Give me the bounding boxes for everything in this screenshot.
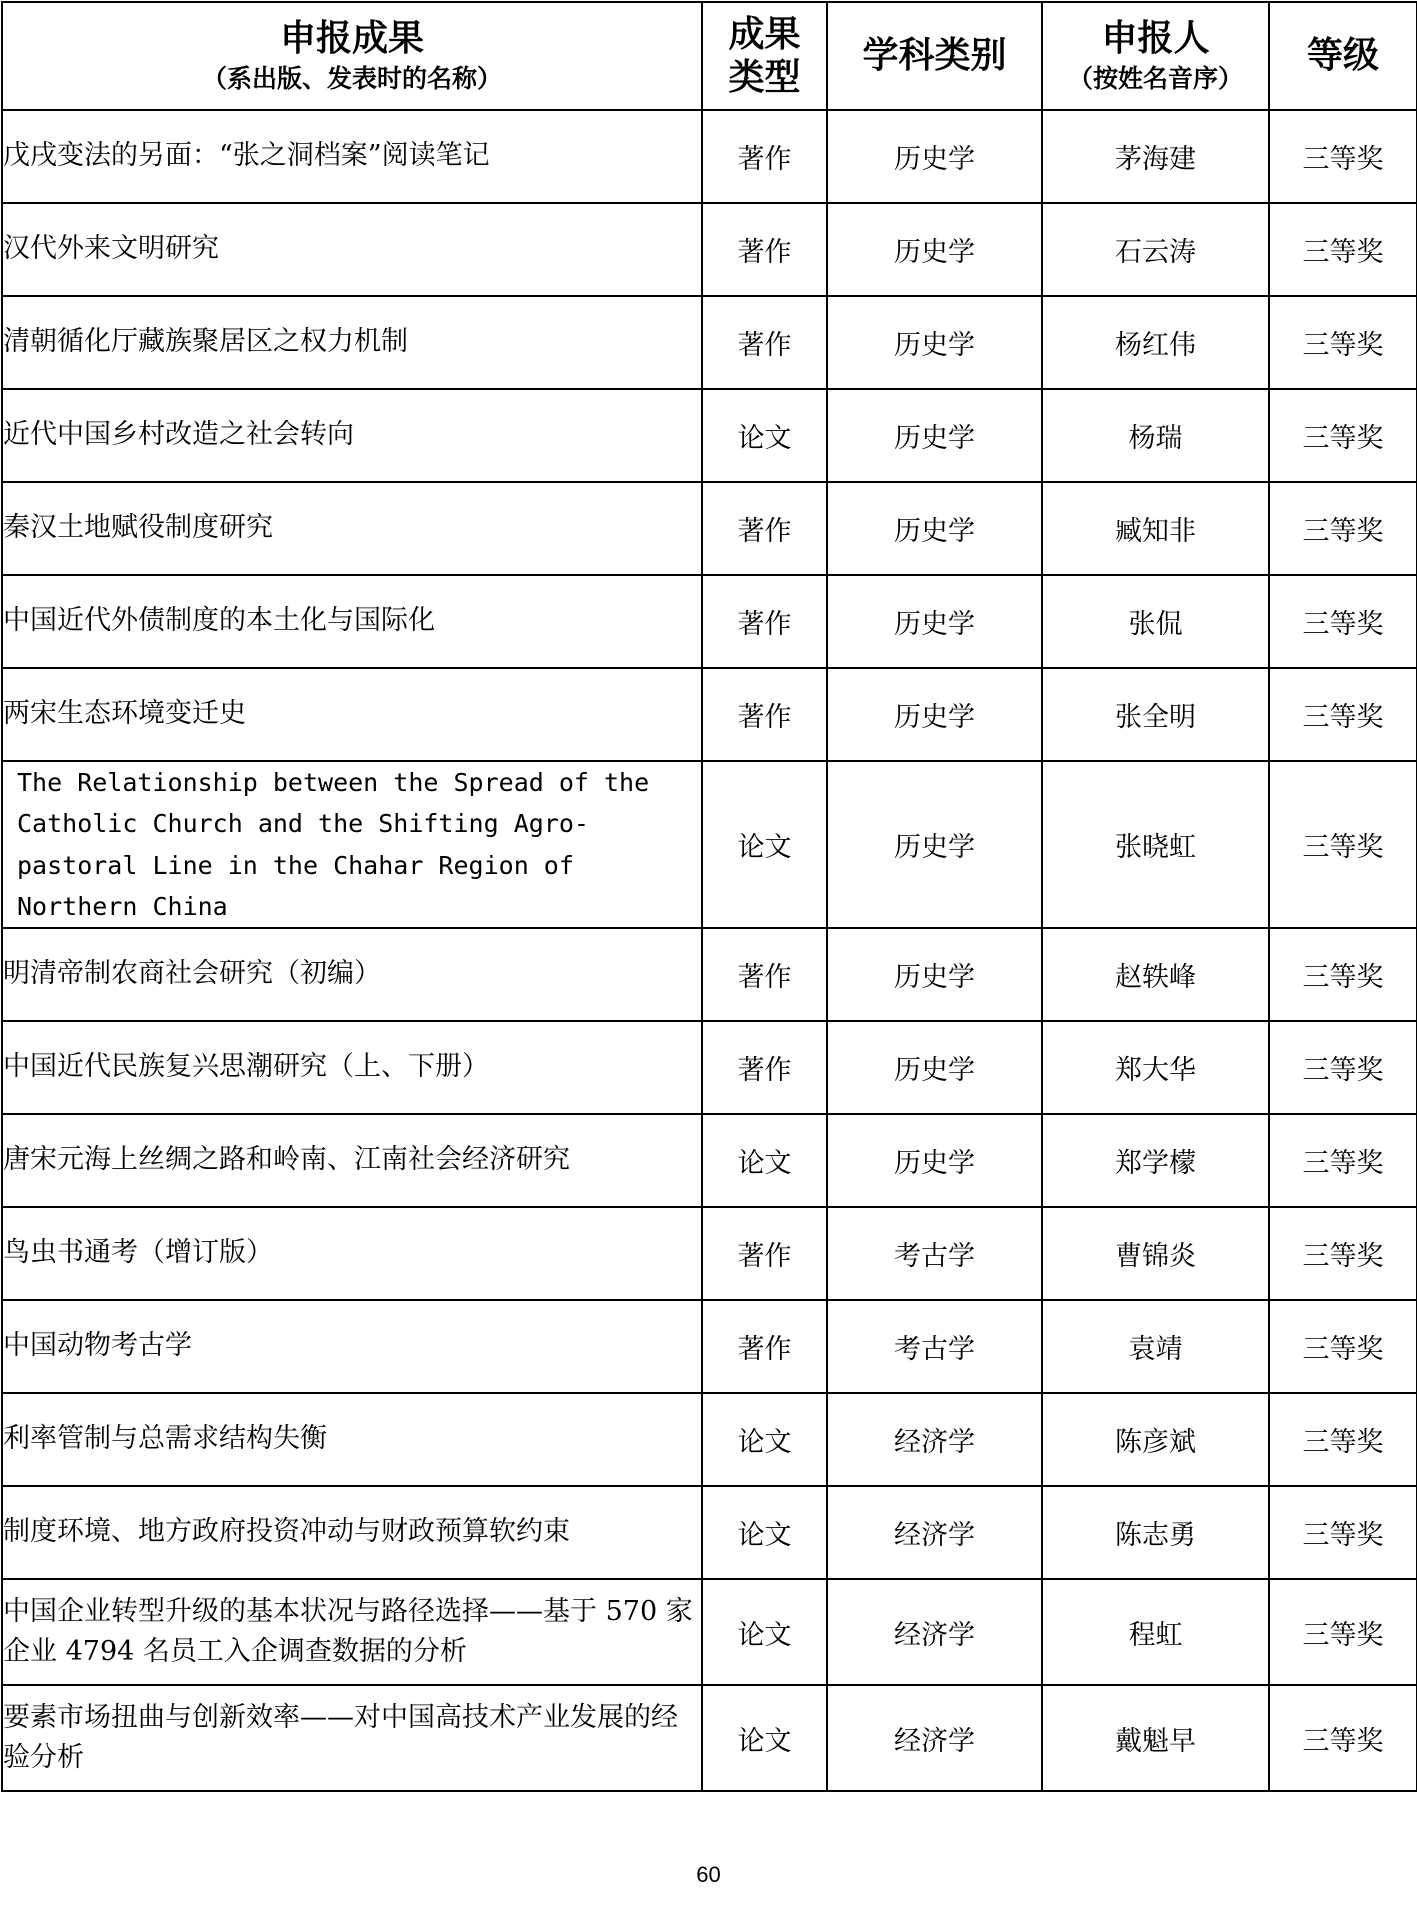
cell-title: 两宋生态环境变迁史 (2, 668, 702, 761)
cell-discipline: 历史学 (827, 1114, 1042, 1207)
cell-title: 明清帝制农商社会研究（初编） (2, 928, 702, 1021)
cell-title: 汉代外来文明研究 (2, 203, 702, 296)
table-row (2, 1114, 1417, 1207)
cell-grade: 三等奖 (1269, 1579, 1417, 1685)
table-row (2, 1207, 1417, 1300)
cell-discipline: 经济学 (827, 1685, 1042, 1791)
cell-discipline: 经济学 (827, 1486, 1042, 1579)
cell-discipline: 历史学 (827, 110, 1042, 203)
cell-type: 著作 (702, 1207, 827, 1300)
cell-applicant: 郑大华 (1042, 1021, 1269, 1114)
table-row (2, 1021, 1417, 1114)
cell-grade: 三等奖 (1269, 1486, 1417, 1579)
header-applicant (1042, 2, 1269, 110)
cell-grade: 三等奖 (1269, 1114, 1417, 1207)
cell-title: 中国近代民族复兴思潮研究（上、下册） (2, 1021, 702, 1114)
cell-title: 中国企业转型升级的基本状况与路径选择——基于 570 家企业 4794 名员工入企调查数据的分析 (2, 1579, 702, 1685)
header-type-line2: 类型 (728, 57, 801, 98)
header-discipline: 学科类别 (827, 2, 1042, 110)
cell-title: The Relationship between the Spread of the Catholic Church and the Shifting Agro-pastoral Line in the Chahar Region of Northern China (2, 761, 702, 928)
cell-title: 秦汉土地赋役制度研究 (2, 482, 702, 575)
table-row (2, 1393, 1417, 1486)
cell-title: 利率管制与总需求结构失衡 (2, 1393, 702, 1486)
cell-type: 著作 (702, 296, 827, 389)
cell-type: 著作 (702, 575, 827, 668)
cell-discipline: 历史学 (827, 296, 1042, 389)
cell-grade: 三等奖 (1269, 482, 1417, 575)
cell-discipline: 历史学 (827, 668, 1042, 761)
cell-applicant: 张全明 (1042, 668, 1269, 761)
cell-type: 著作 (702, 1021, 827, 1114)
cell-type: 论文 (702, 1486, 827, 1579)
cell-applicant: 曹锦炎 (1042, 1207, 1269, 1300)
cell-applicant: 臧知非 (1042, 482, 1269, 575)
table-row (2, 928, 1417, 1021)
cell-discipline: 历史学 (827, 928, 1042, 1021)
table-row (2, 110, 1417, 203)
cell-discipline: 考古学 (827, 1300, 1042, 1393)
page-number: 60 (696, 1862, 721, 1887)
cell-grade: 三等奖 (1269, 1207, 1417, 1300)
cell-applicant: 张侃 (1042, 575, 1269, 668)
header-title-main: 申报成果 (279, 17, 424, 59)
cell-grade: 三等奖 (1269, 928, 1417, 1021)
cell-applicant: 杨红伟 (1042, 296, 1269, 389)
table-row (2, 761, 1417, 928)
header-type-line1: 成果 (728, 13, 801, 55)
cell-grade: 三等奖 (1269, 110, 1417, 203)
cell-grade: 三等奖 (1269, 575, 1417, 668)
table-row (2, 1300, 1417, 1393)
cell-grade: 三等奖 (1269, 668, 1417, 761)
cell-discipline: 经济学 (827, 1579, 1042, 1685)
cell-applicant: 程虹 (1042, 1579, 1269, 1685)
cell-type: 论文 (702, 761, 827, 928)
cell-type: 著作 (702, 482, 827, 575)
cell-applicant: 袁靖 (1042, 1300, 1269, 1393)
awards-table (1, 1, 1417, 1792)
cell-grade: 三等奖 (1269, 389, 1417, 482)
table-row (2, 1685, 1417, 1791)
cell-type: 论文 (702, 389, 827, 482)
cell-discipline: 历史学 (827, 575, 1042, 668)
cell-title: 唐宋元海上丝绸之路和岭南、江南社会经济研究 (2, 1114, 702, 1207)
table-row (2, 296, 1417, 389)
table-row (2, 389, 1417, 482)
cell-type: 论文 (702, 1685, 827, 1791)
table-row (2, 575, 1417, 668)
cell-type: 著作 (702, 668, 827, 761)
cell-grade: 三等奖 (1269, 1021, 1417, 1114)
table-row (2, 1486, 1417, 1579)
cell-title: 中国动物考古学 (2, 1300, 702, 1393)
cell-title: 戊戌变法的另面：“张之洞档案”阅读笔记 (2, 110, 702, 203)
cell-discipline: 考古学 (827, 1207, 1042, 1300)
cell-applicant: 郑学檬 (1042, 1114, 1269, 1207)
table-header-row (2, 2, 1417, 110)
cell-grade: 三等奖 (1269, 1393, 1417, 1486)
cell-applicant: 陈彦斌 (1042, 1393, 1269, 1486)
table-row (2, 482, 1417, 575)
cell-type: 著作 (702, 110, 827, 203)
cell-grade: 三等奖 (1269, 761, 1417, 928)
cell-title: 近代中国乡村改造之社会转向 (2, 389, 702, 482)
table-row (2, 203, 1417, 296)
header-title-sub: （系出版、发表时的名称） (201, 64, 502, 94)
cell-applicant: 赵轶峰 (1042, 928, 1269, 1021)
cell-type: 著作 (702, 928, 827, 1021)
cell-applicant: 茅海建 (1042, 110, 1269, 203)
cell-discipline: 历史学 (827, 1021, 1042, 1114)
cell-grade: 三等奖 (1269, 296, 1417, 389)
cell-title: 清朝循化厅藏族聚居区之权力机制 (2, 296, 702, 389)
cell-discipline: 历史学 (827, 761, 1042, 928)
header-grade: 等级 (1269, 2, 1417, 110)
header-title (2, 2, 702, 110)
cell-type: 论文 (702, 1393, 827, 1486)
cell-title: 制度环境、地方政府投资冲动与财政预算软约束 (2, 1486, 702, 1579)
cell-type: 论文 (702, 1114, 827, 1207)
header-applicant-sub: （按姓名音序） (1067, 64, 1243, 94)
cell-title: 鸟虫书通考（增订版） (2, 1207, 702, 1300)
cell-discipline: 历史学 (827, 203, 1042, 296)
cell-applicant: 杨瑞 (1042, 389, 1269, 482)
cell-discipline: 历史学 (827, 482, 1042, 575)
cell-grade: 三等奖 (1269, 1300, 1417, 1393)
table-row (2, 668, 1417, 761)
cell-applicant: 陈志勇 (1042, 1486, 1269, 1579)
header-type (702, 2, 827, 110)
cell-title: 中国近代外债制度的本土化与国际化 (2, 575, 702, 668)
header-applicant-main: 申报人 (1101, 17, 1210, 59)
cell-grade: 三等奖 (1269, 1685, 1417, 1791)
cell-applicant: 石云涛 (1042, 203, 1269, 296)
cell-discipline: 经济学 (827, 1393, 1042, 1486)
cell-applicant: 戴魁早 (1042, 1685, 1269, 1791)
cell-discipline: 历史学 (827, 389, 1042, 482)
cell-type: 论文 (702, 1579, 827, 1685)
cell-type: 著作 (702, 203, 827, 296)
table-row (2, 1579, 1417, 1685)
cell-type: 著作 (702, 1300, 827, 1393)
cell-grade: 三等奖 (1269, 203, 1417, 296)
cell-title: 要素市场扭曲与创新效率——对中国高技术产业发展的经验分析 (2, 1685, 702, 1791)
cell-applicant: 张晓虹 (1042, 761, 1269, 928)
